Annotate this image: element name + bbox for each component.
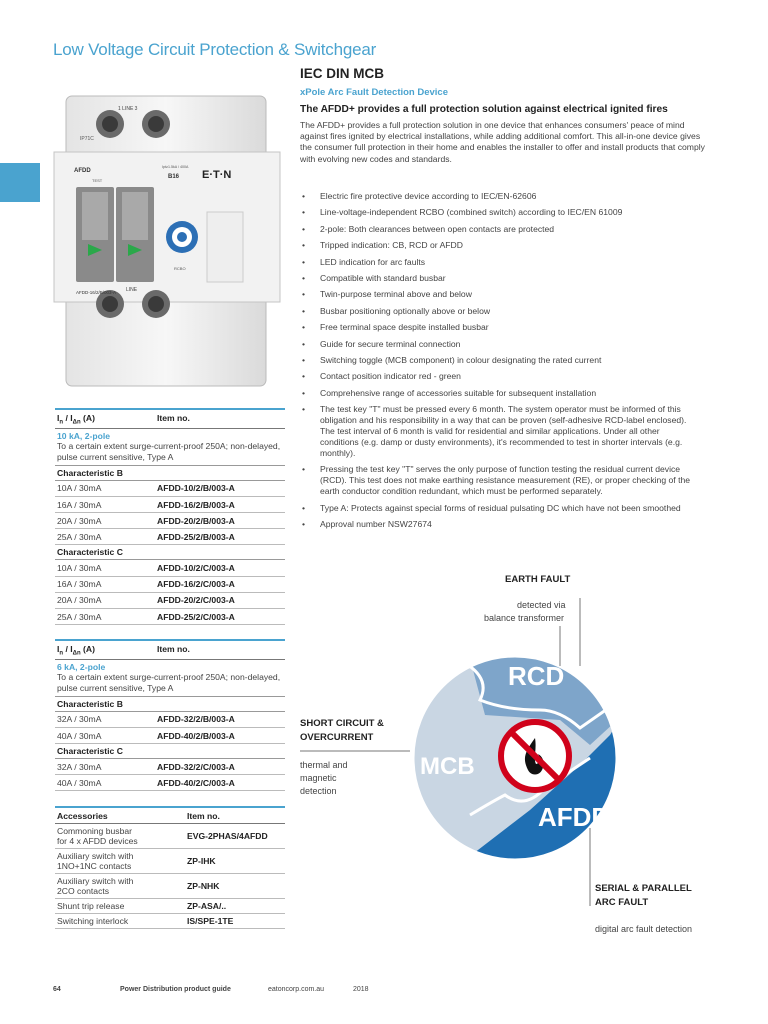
table-section-desc: To a certain extent surge-current-proof 250A; non-delayed, pulse current sensitive, Type A bbox=[55, 441, 285, 466]
item-no-cell: AFDD-25/2/B/003-A bbox=[157, 531, 235, 542]
table-row bbox=[55, 914, 285, 929]
label-ip: IP71C bbox=[80, 136, 94, 142]
rating-cell: 10A / 30mA bbox=[57, 563, 102, 574]
label-test: TEST bbox=[92, 178, 103, 183]
column-header-rating bbox=[57, 413, 157, 426]
afdd-device-image bbox=[52, 92, 284, 390]
feature-item: • LED indication for arc faults bbox=[300, 257, 700, 268]
item-no-cell: AFDD-16/2/B/003-A bbox=[157, 499, 235, 510]
short-circuit-title-1: SHORT CIRCUIT & bbox=[300, 718, 384, 729]
rating-cell: 32A / 30mA bbox=[57, 714, 102, 725]
accessory-name-cell: Shunt trip release bbox=[57, 901, 125, 911]
label-b16: B16 bbox=[168, 174, 180, 180]
short-circuit-note-1: thermal and bbox=[300, 760, 348, 770]
feature-list bbox=[300, 191, 700, 536]
rating-cell: 16A / 30mA bbox=[57, 579, 102, 590]
label-spec: Ipt≥1.5kA / 400A bbox=[162, 165, 189, 169]
table-row bbox=[55, 874, 285, 899]
rating-table-10ka bbox=[55, 408, 285, 625]
table-section-title: 6 kA, 2-pole bbox=[57, 661, 106, 672]
item-no-cell: AFDD-20/2/B/003-A bbox=[157, 515, 235, 526]
column-header-rating-unit: (A) bbox=[80, 644, 95, 654]
arc-fault-note: digital arc fault detection bbox=[595, 924, 693, 934]
table-row bbox=[55, 577, 285, 593]
table-section-title: 10 kA, 2-pole bbox=[57, 430, 111, 441]
feature-item: • Free terminal space despite installed busbar bbox=[300, 322, 700, 333]
item-no-cell: AFDD-40/2/C/003-A bbox=[157, 777, 235, 788]
accessory-name-cell: Auxiliary switch with 2CO contacts bbox=[57, 876, 134, 896]
page-footer bbox=[53, 986, 369, 993]
feature-item: • Pressing the test key "T" serves the only purpose of function testing the residual current device (RCD). This test does not make earthing resistance measurement (RE), or proper checking of the earth conductor condition redundant, which must be performed separately. bbox=[300, 464, 700, 497]
page-header-title: Low Voltage Circuit Protection & Switchgear bbox=[53, 40, 377, 59]
rating-table-6ka bbox=[55, 639, 285, 791]
rating-cell: 16A / 30mA bbox=[57, 499, 102, 510]
item-no-cell: AFDD-25/2/C/003-A bbox=[157, 611, 235, 622]
feature-item: • Type A: Protects against special forms of residual pulsating DC which have not been smoothed bbox=[300, 503, 700, 514]
product-title: IEC DIN MCB bbox=[300, 66, 384, 81]
label-afdd: AFDD bbox=[74, 168, 91, 174]
feature-item: • The test key "T" must be pressed every 6 month. The system operator must be informed of this obligation and his responsibility in a way that can be proven (self-adhesive RCD-label enclosed). The test interval of 6 month is valid for residential and similar applications. Under all other conditions (e.g. damp or dusty environments), it's recommended to test in shorter intervals (e.g. monthly). bbox=[300, 404, 700, 459]
product-lead: The AFDD+ provides a full protection solution against electrical ignited fires bbox=[300, 104, 668, 115]
table-header bbox=[55, 408, 285, 429]
table-row bbox=[55, 609, 285, 625]
characteristic-heading: Characteristic C bbox=[55, 545, 285, 560]
item-no-cell: EVG-2PHAS/4AFDD bbox=[187, 831, 268, 841]
product-intro: The AFDD+ provides a full protection solution in one device that enhances consumers' peace of mind against fires ignited by electrical installations, while adding additional comfort. This all-in-one device gives the consumer full protection in their home and enables the installer to offer and install products that comply with evolving new codes and standards. bbox=[300, 120, 705, 164]
item-no-cell: AFDD-40/2/B/003-A bbox=[157, 730, 235, 741]
accessory-name-cell: Auxiliary switch with 1NO+1NC contacts bbox=[57, 851, 134, 871]
label-rcbo: RCBO bbox=[174, 266, 186, 271]
feature-item: • Twin-purpose terminal above and below bbox=[300, 289, 700, 300]
feature-item: • Busbar positioning optionally above or below bbox=[300, 306, 700, 317]
item-no-cell: AFDD-32/2/B/003-A bbox=[157, 714, 235, 725]
feature-item: • Approval number NSW27674 bbox=[300, 519, 700, 530]
column-header-item-no: Item no. bbox=[157, 644, 190, 654]
table-header bbox=[55, 806, 285, 824]
column-header-rating-unit: (A) bbox=[80, 413, 95, 423]
guide-title: Power Distribution product guide bbox=[120, 986, 231, 993]
terminal-label-bottom: LINE bbox=[126, 287, 138, 293]
rating-cell: 40A / 30mA bbox=[57, 730, 102, 741]
table-section-desc: To a certain extent surge-current-proof 250A; non-delayed, pulse current sensitive, Type A bbox=[55, 672, 285, 697]
table-row bbox=[55, 560, 285, 576]
rating-cell: 25A / 30mA bbox=[57, 531, 102, 542]
rating-cell: 25A / 30mA bbox=[57, 611, 102, 622]
short-circuit-title-2: OVERCURRENT bbox=[300, 732, 374, 743]
table-row bbox=[55, 593, 285, 609]
item-no-cell: AFDD-32/2/C/003-A bbox=[157, 761, 235, 772]
item-no-cell: AFDD-16/2/C/003-A bbox=[157, 579, 235, 590]
item-no-cell: AFDD-20/2/C/003-A bbox=[157, 595, 235, 606]
column-header-rating-sub-n: n bbox=[59, 419, 64, 426]
feature-item: • 2-pole: Both clearances between open contacts are protected bbox=[300, 224, 700, 235]
label-model: AFDD-16/2/B/003-A bbox=[76, 290, 117, 295]
arc-fault-title-1: SERIAL & PARALLEL bbox=[595, 883, 692, 894]
table-row bbox=[55, 497, 285, 513]
characteristic-heading: Characteristic B bbox=[55, 697, 285, 712]
item-no-cell: ZP-IHK bbox=[187, 856, 216, 866]
table-row bbox=[55, 899, 285, 914]
table-row bbox=[55, 513, 285, 529]
accessory-name-cell: Commoning busbar for 4 x AFDD devices bbox=[57, 826, 138, 846]
column-header-accessories: Accessories bbox=[57, 811, 108, 821]
feature-item: • Contact position indicator red - green bbox=[300, 371, 700, 382]
accessory-name-cell: Switching interlock bbox=[57, 916, 129, 926]
table-row bbox=[55, 775, 285, 791]
year: 2018 bbox=[353, 986, 369, 993]
rating-cell: 32A / 30mA bbox=[57, 761, 102, 772]
table-row bbox=[55, 481, 285, 497]
column-header-rating-main: I bbox=[57, 413, 60, 423]
column-header-rating-sub-dn: Δn bbox=[72, 419, 81, 426]
terminal-label-top: 1 LINE 3 bbox=[118, 106, 138, 112]
column-header-rating-sep: / I bbox=[63, 413, 73, 423]
feature-item: • Tripped indication: CB, RCD or AFDD bbox=[300, 240, 700, 251]
column-header-rating-sub-n: n bbox=[59, 650, 64, 657]
column-header-item-no: Item no. bbox=[157, 413, 190, 423]
rating-cell: 40A / 30mA bbox=[57, 777, 102, 788]
feature-item: • Comprehensive range of accessories suitable for subsequent installation bbox=[300, 388, 700, 399]
rating-cell: 20A / 30mA bbox=[57, 515, 102, 526]
feature-item: • Electric fire protective device according to IEC/EN-62606 bbox=[300, 191, 700, 202]
feature-item: • Guide for secure terminal connection bbox=[300, 339, 700, 350]
column-header-rating bbox=[57, 644, 157, 657]
brand-logo: E·T·N bbox=[202, 169, 232, 181]
short-circuit-note-2: magnetic bbox=[300, 773, 337, 783]
column-header-rating-sub-dn: Δn bbox=[72, 650, 81, 657]
table-row bbox=[55, 529, 285, 545]
earth-fault-title: EARTH FAULT bbox=[505, 574, 571, 585]
afdd-label: AFDD bbox=[538, 802, 611, 832]
arc-fault-title-2: ARC FAULT bbox=[595, 897, 649, 908]
column-header-rating-main: I bbox=[57, 644, 60, 654]
short-circuit-note-3: detection bbox=[300, 786, 337, 796]
item-no-cell: IS/SPE-1TE bbox=[187, 916, 234, 926]
characteristic-heading: Characteristic C bbox=[55, 744, 285, 759]
column-header-item-no: Item no. bbox=[187, 811, 220, 821]
item-no-cell: ZP-ASA/.. bbox=[187, 901, 227, 911]
section-tab bbox=[0, 163, 40, 202]
table-row bbox=[55, 824, 285, 849]
rating-cell: 20A / 30mA bbox=[57, 595, 102, 606]
rcd-label: RCD bbox=[508, 661, 565, 691]
product-description bbox=[300, 66, 710, 165]
characteristic-heading: Characteristic B bbox=[55, 466, 285, 481]
item-no-cell: AFDD-10/2/C/003-A bbox=[157, 563, 235, 574]
table-row bbox=[55, 712, 285, 728]
rating-cell: 10A / 30mA bbox=[57, 483, 102, 494]
table-row bbox=[55, 728, 285, 744]
feature-item: • Compatible with standard busbar bbox=[300, 273, 700, 284]
table-row bbox=[55, 849, 285, 874]
accessories-table bbox=[55, 806, 285, 929]
feature-item: • Line-voltage-independent RCBO (combined switch) according to IEC/EN 61009 bbox=[300, 207, 700, 218]
feature-item: • Switching toggle (MCB component) in colour designating the rated current bbox=[300, 355, 700, 366]
earth-fault-note-2: balance transformer bbox=[484, 613, 565, 623]
column-header-rating-sep: / I bbox=[63, 644, 73, 654]
page-number: 64 bbox=[53, 986, 61, 993]
table-row bbox=[55, 759, 285, 775]
product-subtitle: xPole Arc Fault Detection Device bbox=[300, 87, 449, 98]
earth-fault-note-1: detected via bbox=[517, 600, 566, 610]
mcb-label: MCB bbox=[420, 753, 475, 780]
table-header bbox=[55, 639, 285, 660]
item-no-cell: ZP-NHK bbox=[187, 881, 220, 891]
website-link[interactable]: eatoncorp.com.au bbox=[268, 986, 325, 993]
protection-diagram bbox=[290, 560, 760, 950]
item-no-cell: AFDD-10/2/B/003-A bbox=[157, 483, 235, 494]
